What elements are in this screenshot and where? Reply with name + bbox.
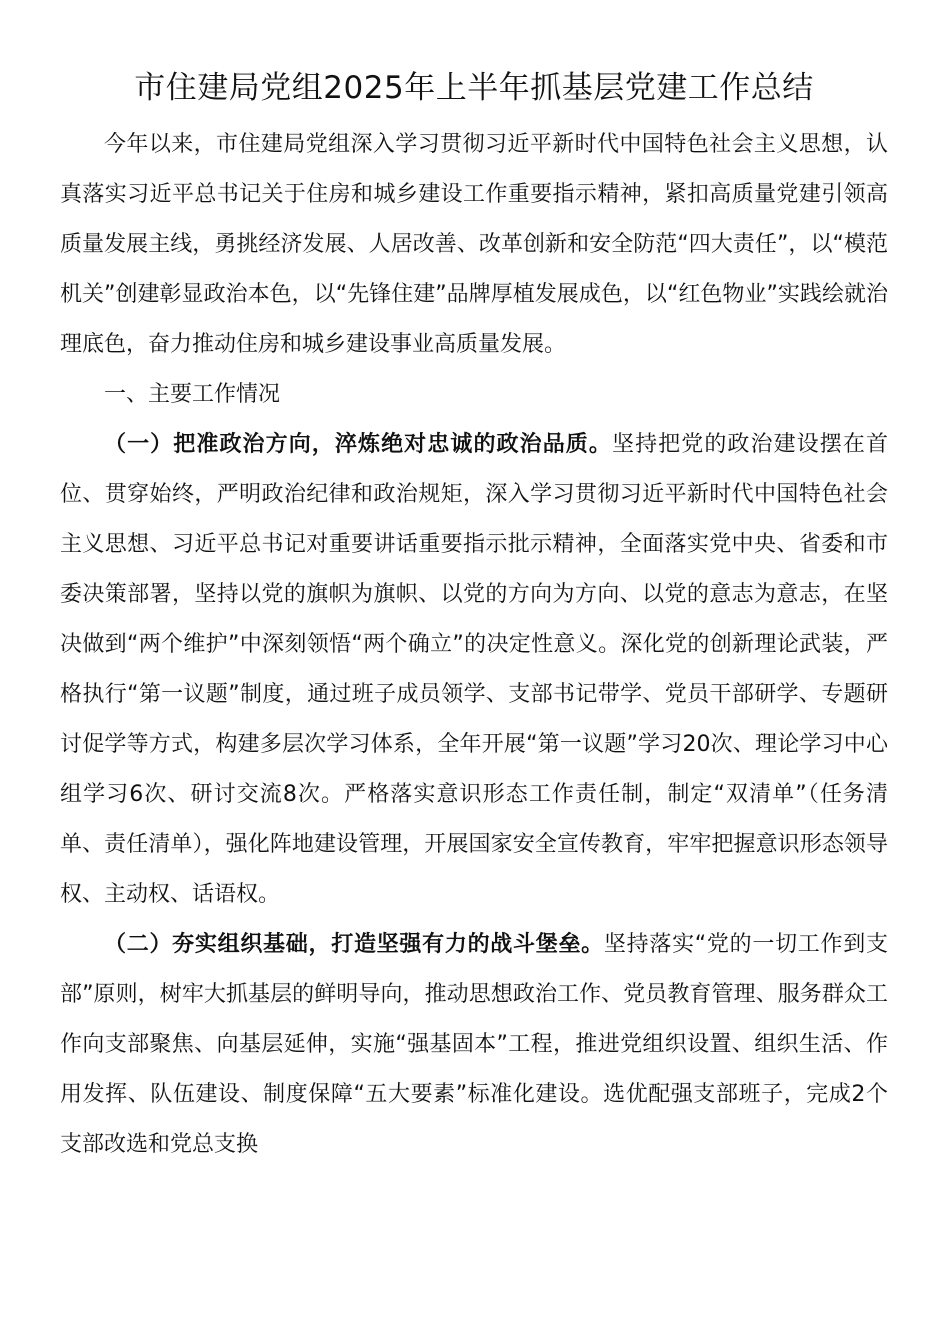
subsection-lead-organization-foundation: （二）夯实组织基础，打造坚强有力的战斗堡垒。 <box>104 932 604 957</box>
intro-paragraph: 今年以来，市住建局党组深入学习贯彻习近平新时代中国特色社会主义思想，认真落实习近平总书记关于住房和城乡建设工作重要指示精神，紧扣高质量党建引领高质量发展主线，勇挑经济发展、人居改善、改革创新和安全防范“四大责任”，以“模范机关”创建彰显政治本色，以“先锋住建”品牌厚植发展成色，以“红色物业”实践绘就治理底色，奋力推动住房和城乡建设事业高质量发展。 <box>60 132 888 357</box>
subsection-political-direction <box>60 420 888 920</box>
subsection-body-political-direction: 坚持把党的政治建设摆在首位、贯穿始终，严明政治纪律和政治规矩，深入学习贯彻习近平新时代中国特色社会主义思想、习近平总书记对重要讲话重要指示批示精神，全面落实党中央、省委和市委决策部署，坚持以党的旗帜为旗帜、以党的方向为方向、以党的意志为意志，在坚决做到“两个维护”中深刻领悟“两个确立”的决定性意义。深化党的创新理论武装，严格执行“第一议题”制度，通过班子成员领学、支部书记带学、党员干部研学、专题研讨促学等方式，构建多层次学习体系，全年开展“第一议题”学习20次、理论学习中心组学习6次、研讨交流8次。严格落实意识形态工作责任制，制定“双清单”（任务清单、责任清单），强化阵地建设管理，开展国家安全宣传教育，牢牢把握意识形态领导权、主动权、话语权。 <box>60 432 888 907</box>
subsection-lead-political-direction: （一）把准政治方向，淬炼绝对忠诚的政治品质。 <box>104 432 612 457</box>
section-heading-main-work: 一、主要工作情况 <box>104 382 281 407</box>
subsection-organization-foundation <box>60 920 888 1170</box>
subsection-body-organization-foundation: 坚持落实“党的一切工作到支部”原则，树牢大抓基层的鲜明导向，推动思想政治工作、党员教育管理、服务群众工作向支部聚焦、向基层延伸，实施“强基固本”工程，推进党组织设置、组织生活、作用发挥、队伍建设、制度保障“五大要素”标准化建设。选优配强支部班子，完成2个支部改选和党总支换 <box>60 932 888 1157</box>
document-title: 市住建局党组2025年上半年抓基层党建工作总结 <box>134 70 814 106</box>
document-page <box>60 62 888 1170</box>
